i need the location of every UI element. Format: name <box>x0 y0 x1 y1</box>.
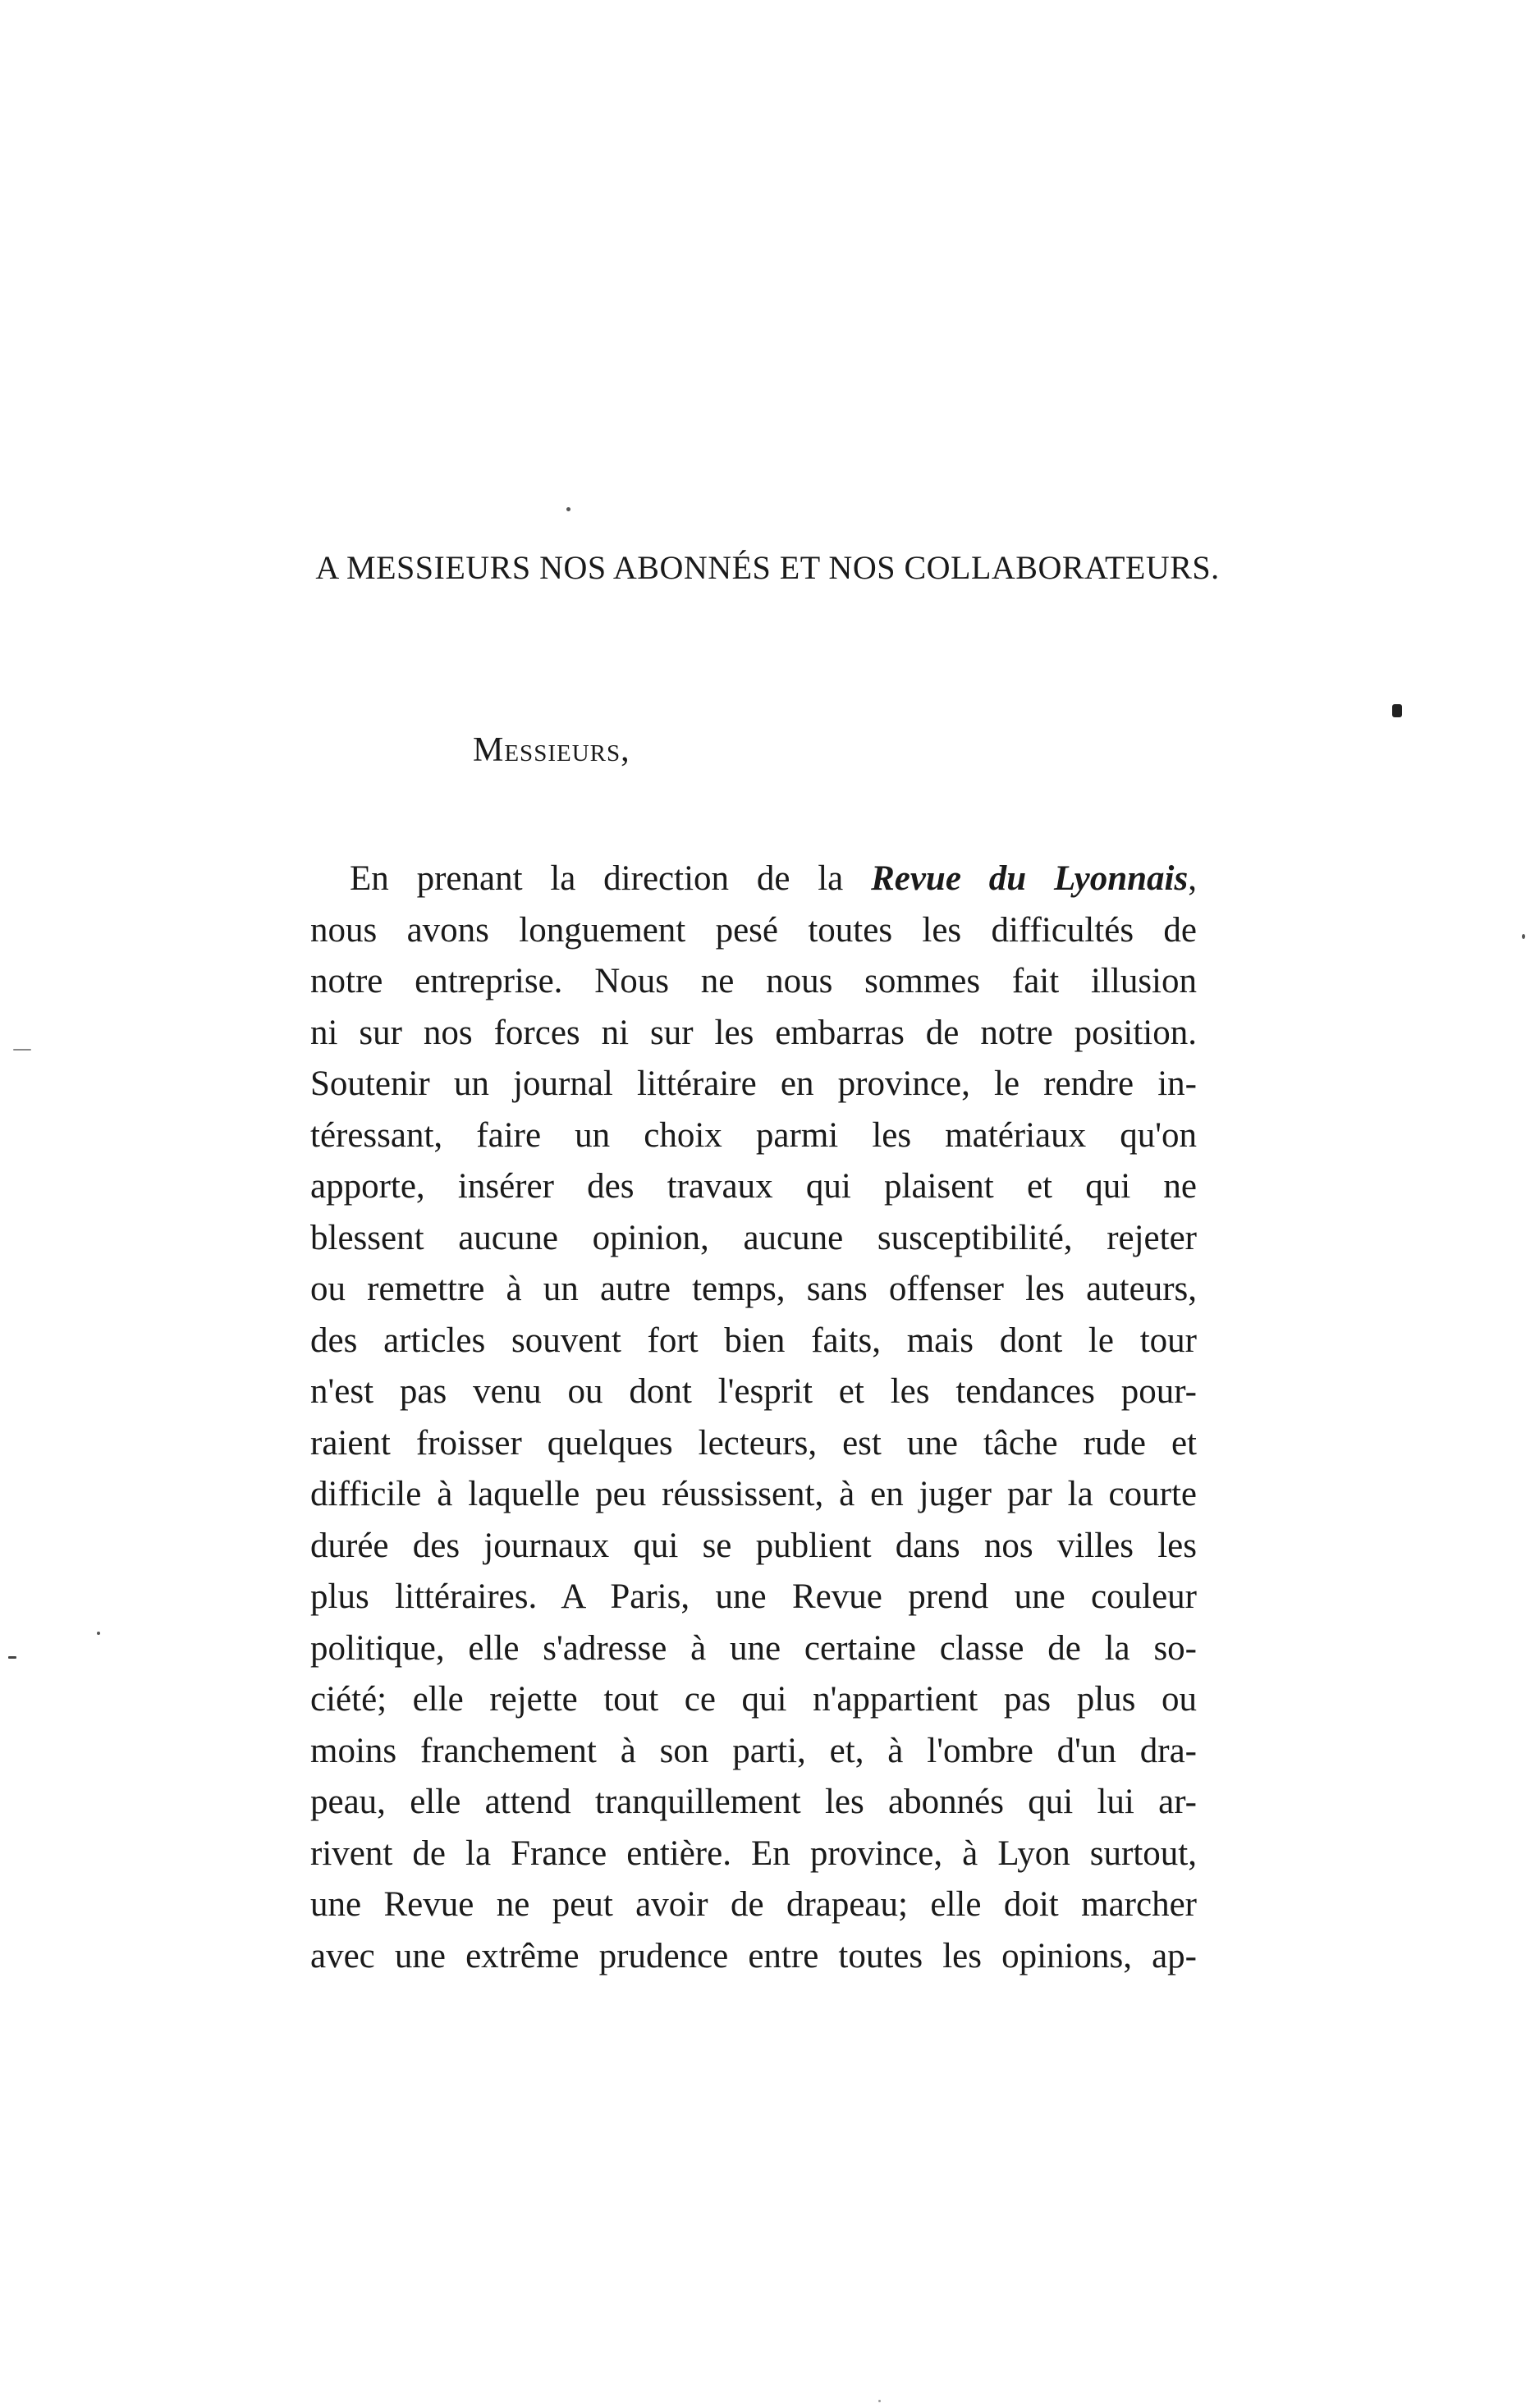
text-line: blessent aucune opinion, aucune susceptibilité, rejeter <box>310 1218 1197 1257</box>
text-line: nous avons longuement pesé toutes les difficultés de <box>310 910 1197 950</box>
text-line: une Revue ne peut avoir de drapeau; elle doit marcher <box>310 1885 1197 1924</box>
text-line: n'est pas venu ou dont l'esprit et les tendances pour- <box>310 1372 1197 1411</box>
text-line: ni sur nos forces ni sur les embarras de notre position. <box>310 1013 1197 1052</box>
text-line: durée des journaux qui se publient dans nos villes les <box>310 1526 1197 1565</box>
text-line: raient froisser quelques lecteurs, est une tâche rude et <box>310 1423 1197 1463</box>
text-line: téressant, faire un choix parmi les matériaux qu'on <box>310 1115 1197 1155</box>
scan-speck <box>13 1049 31 1051</box>
journal-title: Revue du Lyonnais <box>871 859 1189 898</box>
text-line: politique, elle s'adresse à une certaine classe de la so- <box>310 1628 1197 1668</box>
page-heading: A MESSIEURS NOS ABONNÉS ET NOS COLLABORATEURS. <box>315 549 1220 586</box>
text-line: plus littéraires. A Paris, une Revue prend une couleur <box>310 1577 1197 1616</box>
text-segment: , <box>1188 859 1197 898</box>
salutation: Messieurs, <box>473 731 630 769</box>
text-line: Soutenir un journal littéraire en province, le rendre in- <box>310 1064 1197 1103</box>
scan-speck <box>97 1632 100 1635</box>
text-line: ciété; elle rejette tout ce qui n'appartient pas plus ou <box>310 1680 1197 1719</box>
text-line: des articles souvent fort bien faits, mais dont le tour <box>310 1321 1197 1360</box>
text-line: peau, elle attend tranquillement les abonnés qui lui ar- <box>310 1783 1197 1821</box>
scan-speck <box>1522 934 1525 939</box>
text-line: ou remettre à un autre temps, sans offenser les auteurs, <box>310 1270 1197 1308</box>
text-line: moins franchement à son parti, et, à l'ombre d'un dra- <box>310 1731 1197 1770</box>
scan-speck <box>566 507 570 511</box>
body-paragraph <box>310 854 1197 1982</box>
text-line <box>310 854 1197 905</box>
text-line: difficile à laquelle peu réussissent, à en juger par la courte <box>310 1475 1197 1513</box>
text-line: rivent de la France entière. En province, à Lyon surtout, <box>310 1833 1197 1873</box>
text-line: avec une extrême prudence entre toutes les opinions, ap- <box>310 1936 1197 1975</box>
scan-speck <box>878 2400 881 2402</box>
scan-speck <box>1392 704 1402 717</box>
scan-speck <box>8 1656 16 1659</box>
text-line: notre entreprise. Nous ne nous sommes fait illusion <box>310 962 1197 1000</box>
text-line: apporte, insérer des travaux qui plaisent et qui ne <box>310 1167 1197 1206</box>
text-segment: En prenant la direction de la <box>350 859 872 898</box>
